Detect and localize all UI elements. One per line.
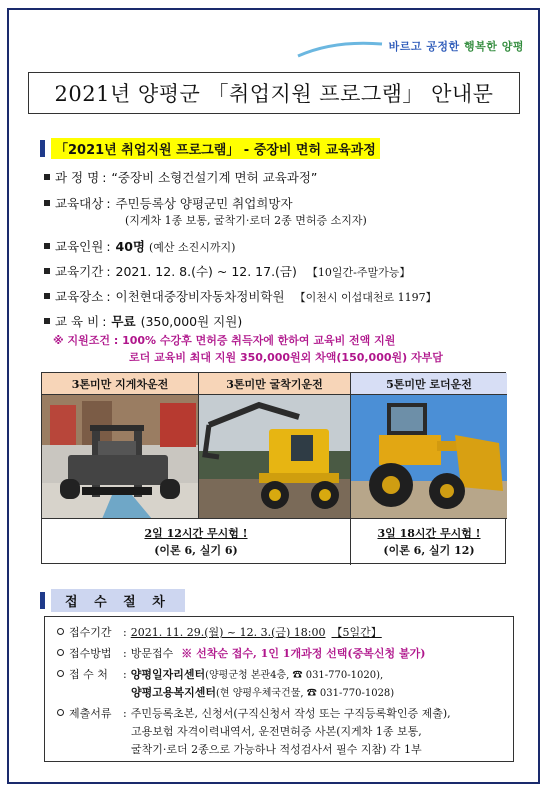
- place-label: 교육장소: [55, 289, 104, 304]
- proc-docs-label: 제출서류: [69, 707, 112, 720]
- proc-period-value: 2021. 11. 29.(월) ~ 12. 3.(금) 18:00: [130, 626, 326, 639]
- proc-docs-row: 제출서류 : 주민등록초본, 신청서(구직신청서 작성 또는 구직등록확인증 제출),: [57, 705, 451, 721]
- proc-place-name1: 양평일자리센터: [130, 668, 206, 681]
- proc-place-detail2: (현 양평우체국건물, ☎ 031-770-1028): [216, 688, 395, 699]
- proc-period-note: 【5일간】: [331, 626, 382, 639]
- procedure-box: [44, 616, 514, 762]
- section-title: 「2021년 취업지원 프로그램」 - 중장비 면허 교육과정: [51, 138, 380, 159]
- target-sub: (지게차 1종 보통, 굴착기·로더 2종 면허증 소지자): [125, 214, 367, 227]
- course-note-1-line2: (이론 6, 실기 6): [154, 544, 238, 557]
- proc-place-detail1: (양평군청 본관4층, ☎ 031-770-1020),: [205, 670, 384, 681]
- period-note: 【10일간-주말가능】: [306, 266, 411, 279]
- course-note-loader: [351, 519, 507, 565]
- bullet-icon: [44, 174, 50, 180]
- proc-method-label: 접수방법: [69, 647, 112, 660]
- place-value: 이천현대중장비자동차정비학원: [115, 289, 285, 304]
- count-note: (예산 소진시까지): [149, 241, 236, 254]
- course-table: [41, 372, 506, 564]
- count-row: 교육인원 : 40명 (예산 소진시까지): [44, 237, 235, 255]
- count-label: 교육인원: [55, 239, 104, 254]
- course-header-excavator: 3톤미만 굴착기운전: [199, 373, 351, 395]
- fee-row: 교 육 비 : 무료 (350,000원 지원): [44, 312, 242, 330]
- proc-docs-line1: 주민등록초본, 신청서(구직신청서 작성 또는 구직등록확인증 제출),: [130, 707, 451, 720]
- count-value: 40명: [115, 239, 146, 254]
- course-header-loader: 5톤미만 로더운전: [351, 373, 507, 395]
- slogan-swoosh-icon: [294, 34, 384, 60]
- proc-docs-line2: 고용보험 자격이력내역서, 운전면허증 사본(지게차 1종 보통,: [131, 725, 422, 738]
- procedure-title: 접 수 절 차: [51, 589, 185, 612]
- course-value: “중장비 소형건설기계 면허 교육과정”: [111, 170, 318, 185]
- bullet-icon: [44, 200, 50, 206]
- place-row: 교육장소 : 이천현대중장비자동차정비학원 【이천시 이섭대천로 1197】: [44, 287, 437, 305]
- course-label: 과 정 명: [55, 170, 100, 185]
- circle-bullet-icon: [57, 709, 64, 716]
- circle-bullet-icon: [57, 628, 64, 635]
- bullet-icon: [44, 268, 50, 274]
- proc-method-value: 방문접수: [130, 647, 174, 660]
- proc-place-name2: 양평고용복지센터: [131, 686, 217, 699]
- course-note-2-line1: 3일 18시간 무시험 !: [377, 527, 481, 540]
- circle-bullet-icon: [57, 649, 64, 656]
- course-header-forklift: 3톤미만 지게차운전: [42, 373, 199, 395]
- excavator-image: [199, 395, 351, 519]
- fee-value: 무료: [111, 314, 136, 329]
- target-row: 교육대상 : 주민등록상 양평군민 취업희망자: [44, 194, 293, 212]
- circle-bullet-icon: [57, 670, 64, 677]
- section-header: [40, 138, 380, 158]
- proc-period-row: 접수기간 : 2021. 11. 29.(월) ~ 12. 3.(금) 18:00 【5일간】: [57, 624, 382, 640]
- period-label: 교육기간: [55, 264, 104, 279]
- condition-line2: 로더 교육비 최대 지원 350,000원외 차액(150,000원) 자부담: [129, 351, 443, 364]
- proc-period-label: 접수기간: [69, 626, 112, 639]
- slogan: [294, 34, 524, 60]
- forklift-image: [42, 395, 199, 519]
- target-value: 주민등록상 양평군민 취업희망자: [115, 196, 293, 211]
- proc-place-label: 접 수 처: [69, 668, 108, 681]
- page-title: 2021년 양평군 「취업지원 프로그램」 안내문: [28, 72, 520, 114]
- proc-place-line2: [131, 684, 394, 700]
- course-note-1-line1: 2일 12시간 무시험 !: [144, 527, 248, 540]
- fee-amount: (350,000원 지원): [140, 314, 243, 329]
- bullet-icon: [44, 318, 50, 324]
- bullet-icon: [44, 293, 50, 299]
- loader-image: [351, 395, 507, 519]
- procedure-marker: [40, 592, 45, 609]
- procedure-header: [40, 590, 185, 610]
- target-label: 교육대상: [55, 196, 104, 211]
- proc-method-note: ※ 선착순 접수, 1인 1개과정 선택(중복신청 불가): [181, 647, 426, 660]
- bullet-icon: [44, 243, 50, 249]
- course-row: 과 정 명 : “중장비 소형건설기계 면허 교육과정”: [44, 168, 317, 186]
- proc-place-row: 접 수 처 : 양평일자리센터 (양평군청 본관4층, ☎ 031-770-1020),: [57, 666, 383, 682]
- section-marker: [40, 140, 45, 157]
- condition-line1: ※ 지원조건 : 100% 수강후 면허증 취득자에 한하여 교육비 전액 지원: [53, 334, 396, 347]
- period-row: 교육기간 : 2021. 12. 8.(수) ~ 12. 17.(금) 【10일간-주말가능】: [44, 262, 410, 280]
- place-note: 【이천시 이섭대천로 1197】: [294, 291, 437, 304]
- slogan-part1: 바르고 공정한: [388, 40, 460, 53]
- course-note-forklift-excavator: [42, 519, 351, 565]
- slogan-part2: 행복한 양평: [464, 40, 524, 53]
- period-value: 2021. 12. 8.(수) ~ 12. 17.(금): [115, 264, 297, 279]
- course-note-2-line2: (이론 6, 실기 12): [383, 544, 475, 557]
- proc-docs-line3: 굴착기·로더 2종으로 가능하나 적성검사서 필수 지참) 각 1부: [131, 743, 422, 756]
- proc-method-row: 접수방법 : 방문접수 ※ 선착순 접수, 1인 1개과정 선택(중복신청 불가): [57, 645, 425, 661]
- fee-label: 교 육 비: [55, 314, 100, 329]
